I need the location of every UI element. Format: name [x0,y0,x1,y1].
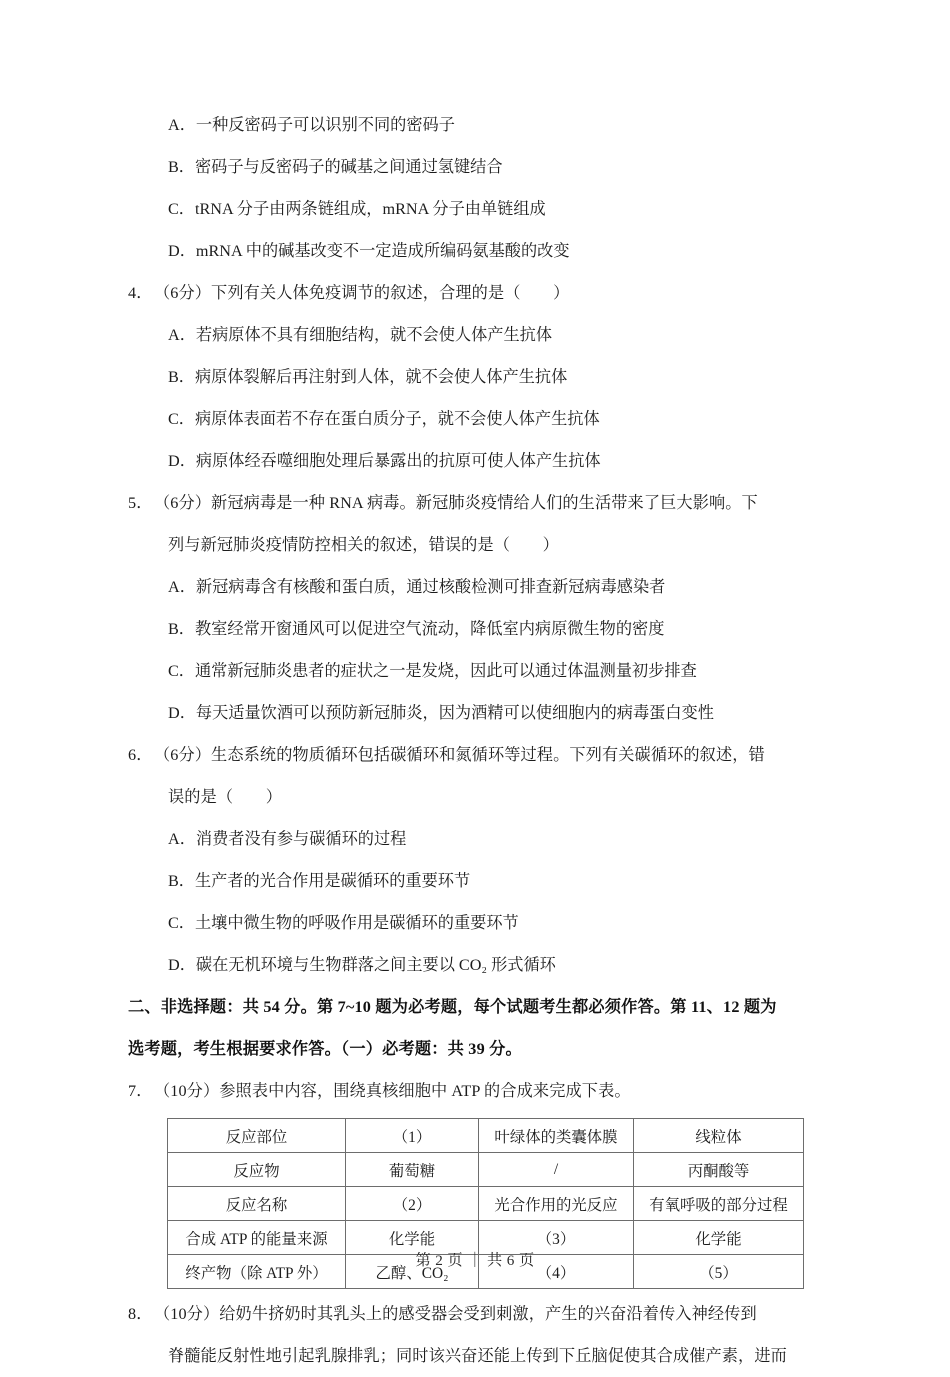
table-cell: 光合作用的光反应 [479,1187,634,1221]
option-label: C． [168,662,195,680]
section-two-heading [128,986,822,1070]
table-cell: 叶绿体的类囊体膜 [479,1119,634,1153]
option-item [128,146,822,188]
table-cell: （1） [346,1119,479,1153]
option-item [128,650,822,692]
option-text: 碳在无机环境与生物群落之间主要以 CO₂ 形式循环 [195,956,556,974]
table-cell: （3） [479,1221,634,1255]
section-two-line1: 二、非选择题：共 54 分。第 7~10 题为必考题，每个试题考生都必须作答。第 11、12 题为 [128,998,777,1016]
option-text: 若病原体不具有细胞结构，就不会使人体产生抗体 [195,326,553,344]
table-cell: 化学能 [346,1221,479,1255]
table-cell: 化学能 [634,1221,804,1255]
question-7-stem [128,1070,822,1112]
option-label: C． [168,200,195,218]
option-item [128,944,822,986]
option-item [128,902,822,944]
option-text: 土壤中微生物的呼吸作用是碳循环的重要环节 [194,914,519,932]
option-text: 密码子与反密码子的碱基之间通过氢键结合 [194,158,503,176]
option-item [128,818,822,860]
question-number: 5． [128,494,153,512]
question-stem-text: （6分）新冠病毒是一种 RNA 病毒。新冠肺炎疫情给人们的生活带来了巨大影响。下 [154,494,758,512]
question-8-stem-line2: 脊髓能反射性地引起乳腺排乳；同时该兴奋还能上传到下丘脑促使其合成催产素，进而 [168,1347,787,1365]
option-item [128,608,822,650]
question-stem-text: （10分）给奶牛挤奶时其乳头上的感受器会受到刺激，产生的兴奋沿着传入神经传到 [154,1305,757,1323]
question-stem-text: （6分）下列有关人体免疫调节的叙述，合理的是（ ） [154,284,570,302]
option-item [128,104,822,146]
option-text: 教室经常开窗通风可以促进空气流动，降低室内病原微生物的密度 [194,620,665,638]
option-label: B． [168,368,195,386]
table-cell: 丙酮酸等 [634,1153,804,1187]
option-item [128,692,822,734]
table-cell: 线粒体 [634,1119,804,1153]
option-label: B． [168,620,195,638]
option-text: 病原体裂解后再注射到人体，就不会使人体产生抗体 [194,368,568,386]
question-number: 7． [128,1082,153,1100]
question-5-stem-line1 [128,482,822,524]
option-text: 每天适量饮酒可以预防新冠肺炎，因为酒精可以使细胞内的病毒蛋白变性 [195,704,714,722]
option-label: B． [168,872,195,890]
table-row [168,1187,804,1221]
page-footer [0,1249,950,1270]
option-label: C． [168,914,195,932]
option-item [128,440,822,482]
option-label: A． [168,326,196,344]
table-row [168,1153,804,1187]
option-text: tRNA 分子由两条链组成，mRNA 分子由单链组成 [194,200,546,218]
question-8 [128,1293,822,1377]
table-cell: 反应物 [168,1153,346,1187]
option-text: 消费者没有参与碳循环的过程 [195,830,407,848]
section-two-line2: 选考题，考生根据要求作答。（一）必考题：共 39 分。 [128,1040,522,1058]
option-text: 生产者的光合作用是碳循环的重要环节 [194,872,471,890]
table-cell: 终产物（除 ATP 外） [168,1255,346,1289]
table-row [168,1119,804,1153]
option-item [128,860,822,902]
question-6 [128,734,822,986]
question-6-stem-line1 [128,734,822,776]
option-text: 新冠病毒含有核酸和蛋白质，通过核酸检测可排查新冠病毒感染者 [195,578,666,596]
question-3-options-group [128,104,822,272]
table-cell: 合成 ATP 的能量来源 [168,1221,346,1255]
table-cell: （4） [479,1255,634,1289]
option-text: 一种反密码子可以识别不同的密码子 [195,116,455,134]
option-item [128,566,822,608]
question-number: 4． [128,284,153,302]
table-cell: 反应名称 [168,1187,346,1221]
question-6-stem-line2: 误的是（ ） [168,788,283,806]
question-stem-text: （10分）参照表中内容，围绕真核细胞中 ATP 的合成来完成下表。 [154,1082,631,1100]
table-cell: 葡萄糖 [346,1153,479,1187]
question-4-stem [128,272,822,314]
table-cell: / [479,1153,634,1187]
question-number: 6． [128,746,153,764]
table-cell: 有氧呼吸的部分过程 [634,1187,804,1221]
option-item [128,314,822,356]
table-cell: （5） [634,1255,804,1289]
question-5 [128,482,822,734]
question-number: 8． [128,1305,153,1323]
option-text: mRNA 中的碱基改变不一定造成所编码氨基酸的改变 [195,242,570,260]
option-label: B． [168,158,195,176]
option-label: D． [168,242,196,260]
option-label: D． [168,956,196,974]
table-cell: 乙醇、CO₂ [346,1255,479,1289]
table-cell: （2） [346,1187,479,1221]
option-item [128,356,822,398]
option-item [128,230,822,272]
question-stem-text: （6分）生态系统的物质循环包括碳循环和氮循环等过程。下列有关碳循环的叙述，错 [154,746,765,764]
question-4 [128,272,822,482]
option-label: C． [168,410,195,428]
table-cell: 反应部位 [168,1119,346,1153]
option-text: 通常新冠肺炎患者的症状之一是发烧，因此可以通过体温测量初步排查 [194,662,697,680]
option-label: A． [168,578,196,596]
option-text: 病原体表面若不存在蛋白质分子，就不会使人体产生抗体 [194,410,600,428]
page-footer-text: 第 2 页 ｜ 共 6 页 [415,1252,535,1269]
option-item [128,398,822,440]
option-label: A． [168,116,196,134]
option-label: D． [168,704,196,722]
question-5-stem-line2: 列与新冠肺炎疫情防控相关的叙述，错误的是（ ） [168,536,559,554]
question-8-stem-line1 [128,1293,822,1335]
option-item [128,188,822,230]
option-label: D． [168,452,196,470]
option-text: 病原体经吞噬细胞处理后暴露出的抗原可使人体产生抗体 [195,452,601,470]
exam-content [128,104,822,1377]
option-label: A． [168,830,196,848]
